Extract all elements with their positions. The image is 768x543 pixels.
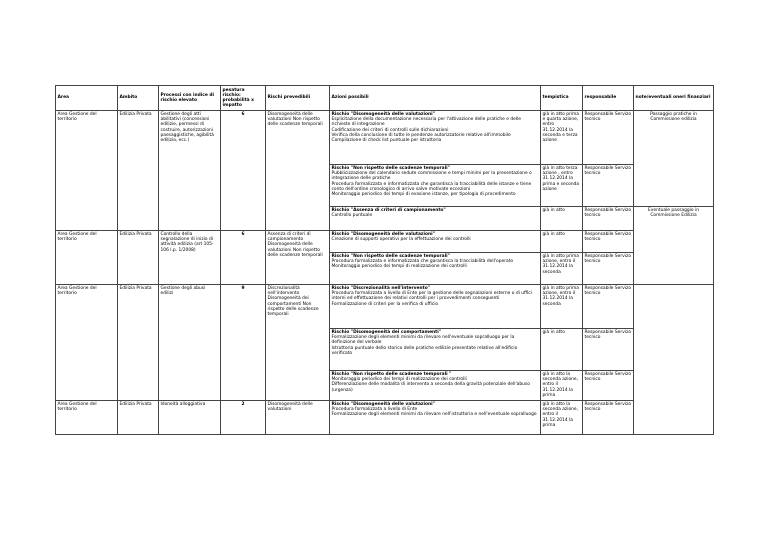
action-line: Monitoraggio periodico dei tempi di realizzazione dei controlli — [331, 264, 467, 270]
header-responsabile: responsabile — [583, 86, 634, 111]
risk-title: Rischio "Non rispetto delle scadenze temporali " — [331, 372, 452, 377]
azioni-cell — [330, 401, 541, 435]
header-row — [56, 86, 714, 111]
pesatura-cell: 9 — [221, 285, 266, 401]
note-cell: Eventuale passaggio in Commissione Edilizia — [634, 207, 714, 285]
responsabile-cell: Responsabile Servizo tecnico — [583, 285, 634, 329]
area-cell: Area Gestione del territorio — [56, 401, 118, 435]
tempistica-cell: già in atto — [541, 207, 583, 231]
risk-title: Rischio "Non rispetto delle scadenze temporali" — [331, 166, 450, 171]
azioni-cell — [330, 371, 541, 401]
azioni-cell — [330, 329, 541, 371]
ambito-cell: Edilizia Privata — [118, 401, 159, 435]
action-line: Formalizzazione degli elementi minimi da rilevare nell'eventuale sopralluogo per la definizione del verbale — [331, 335, 515, 346]
responsabile-cell: Responsabile Servizo tecnico — [583, 111, 634, 165]
tempistica-cell: già in atto prima azione, entro il 31.12.2014 la seconda — [541, 285, 583, 329]
action-line: Controllo puntuale — [331, 213, 373, 219]
tempistica-cell: già in atto prima e quarta azione, entro 31.12.2014 la seconda e terza azione — [541, 111, 583, 165]
ambito-cell: Edilizia Privata — [118, 285, 159, 401]
header-processi: Processi con indice di rischio elevato — [159, 86, 221, 111]
header-ambito: Ambito — [118, 86, 159, 111]
risk-title: Rischio "Non rispetto delle scadenze temporali" — [331, 254, 450, 259]
action-line: Pubblicizzazione del calendario sedute commissione e tempi minimi per la presentazione o integrazione delle pratiche — [331, 171, 532, 182]
action-line: Differenziazione delle modalità di intervento a seconda della gravità potenziale dell'abuso (urgenza) — [331, 382, 530, 393]
action-line: Monitoraggio periodico dei tempi di evasione istanze, per tipologia di procedimento — [331, 192, 516, 198]
action-line: Procedura formalizzata a livello di Ente per la gestione delle segnalazioni esterne o di uffici interni ed effettuazione dei relativi controlli per i provvedimenti conseguenti — [331, 291, 532, 302]
action-line: Monitoraggio periodico dei tempi di realizzazione dei controlli — [331, 377, 467, 383]
rischi-cell: Assenza di criteri di campionamento Disomogeneità delle valutazioni Non rispetto delle scadenze temporali — [266, 231, 330, 285]
rischi-cell: Disomogeneità delle valutazioni — [266, 401, 330, 435]
note-cell: Passaggio pratiche in Commissione edilizia — [634, 111, 714, 207]
azioni-cell — [330, 111, 541, 165]
risk-title: Rischio "Discrezionalità nell'intervento" — [331, 286, 431, 291]
tempistica-cell: già in atto — [541, 231, 583, 253]
ambito-cell: Edilizia Privata — [118, 231, 159, 285]
pesatura-cell: 2 — [221, 401, 266, 435]
header-azioni: Azioni possibili — [330, 86, 541, 111]
area-cell: Area Gestione del territorio — [56, 111, 118, 231]
header-area: Area — [56, 86, 118, 111]
processo-cell: Gestione degli abusi edilizi — [159, 285, 221, 401]
responsabile-cell: Responsabile Servizo tecnico — [583, 165, 634, 207]
table-row — [56, 401, 714, 435]
pesatura-cell: 6 — [221, 231, 266, 285]
area-cell: Area Gestione del territorio — [56, 231, 118, 285]
action-line: Formalizzazione degli elementi minimi da rilevare nell'istruttoria e nell'eventuale sopralluogo — [331, 412, 537, 418]
note-cell-empty — [634, 285, 714, 435]
action-line: Procedura formalizzata e informatizzata che garantisca la tracciabilità delle istanze e tiene conto dell'ordine cronologico di arrivo salve motivate eccezioni — [331, 181, 532, 192]
table-row — [56, 285, 714, 329]
header-tempistica: tempistica — [541, 86, 583, 111]
azioni-cell — [330, 253, 541, 285]
azioni-cell — [330, 231, 541, 253]
table-row — [56, 111, 714, 165]
azioni-cell — [330, 165, 541, 207]
tempistica-cell: già in atto — [541, 329, 583, 371]
action-line: Istruttoria puntuale dello storico delle pratiche edilizie presentate relative all'edificio verificato — [331, 345, 518, 356]
risk-table — [55, 85, 714, 435]
action-line: Codificazione dei criteri di controlli sulle dichiarazioni — [331, 127, 449, 133]
action-line: Esplicitazione della documentazione necessaria per l'attivazione delle pratiche e delle richieste di integrazione — [331, 117, 521, 128]
risk-title: Rischio "Disomogeneità dei comportamenti" — [331, 330, 442, 335]
risk-title: Rischio "Assenza di criteri di campionamento" — [331, 208, 446, 213]
rischi-cell: Disomogeneità delle valutazioni Non rispetto delle scadenze temporali — [266, 111, 330, 231]
azioni-cell — [330, 285, 541, 329]
processo-cell: Idoneità alloggiativa — [159, 401, 221, 435]
processo-cell: Gestione degli atti abilitativi (concessioni edilizie, permessi di costruire, autorizzazioni paesaggistiche, agibilità edilizia, ecc.) — [159, 111, 221, 231]
tempistica-cell: già in atto la seconda azione, entro il 31.12.2014 la prima — [541, 401, 583, 435]
responsabile-cell: Responsabile Servizo tecnico — [583, 371, 634, 401]
rischi-cell: Discrezionalità nell'intervento Disomogeneità dei comportamenti Non rispetto delle scadenze temporali — [266, 285, 330, 401]
risk-title: Rischio "Disomogeneità delle valutazioni" — [331, 402, 435, 407]
responsabile-cell: Responsabile Servizo tecnico — [583, 329, 634, 371]
action-line: Creazione di supporti operativi per la effettuazione dei controlli — [331, 237, 471, 243]
responsabile-cell: Responsabile Servizo tecnico — [583, 231, 634, 253]
action-line: Procedura formalizzata a livello di Ente — [331, 407, 418, 413]
ambito-cell: Edilizia Privata — [118, 111, 159, 231]
risk-title: Rischio "Disomogeneità delle valutazioni" — [331, 232, 435, 237]
tempistica-cell: già in atto terza azione , entro 31.12.2014 la prima e seconda azione — [541, 165, 583, 207]
area-cell: Area Gestione del territorio — [56, 285, 118, 401]
tempistica-cell: già in atto la seconda azione, entro il 31.12.2014 la prima — [541, 371, 583, 401]
responsabile-cell: Responsabile Servizo tecnico — [583, 253, 634, 285]
action-line: Procedura formalizzata e informatizzata che garantisca la tracciabilità dell'operato — [331, 259, 514, 265]
pesatura-cell: 6 — [221, 111, 266, 231]
action-line: Formalizzazione di criteri per la verifica di ufficio — [331, 301, 439, 307]
tempistica-cell: già in atto prima azione, entro il 31.12.2014 la seconda — [541, 253, 583, 285]
risk-title: Rischio "Disomogeneità delle valutazioni" — [331, 112, 435, 117]
header-note: note/eventuali oneri finanziari — [634, 86, 714, 111]
responsabile-cell: Responsabile Servizo tecnico — [583, 207, 634, 231]
processo-cell: Controllo della segnalazione di inizio di attività edilizia (art 105-106 l.p. 1/2008) — [159, 231, 221, 285]
table-row — [56, 231, 714, 253]
azioni-cell — [330, 207, 541, 231]
responsabile-cell: Responsabile Servizo tecnico — [583, 401, 634, 435]
header-pesatura: pesatura rischio: probabilità x impatto — [221, 86, 266, 111]
header-rischi: Rischi prevedibili — [266, 86, 330, 111]
action-line: Verifica della conclusione di tutte le pendenze autorizzatorie relative all'immobile — [331, 132, 511, 138]
action-line: Compilazione di check list puntuale per istruttoria — [331, 138, 442, 144]
